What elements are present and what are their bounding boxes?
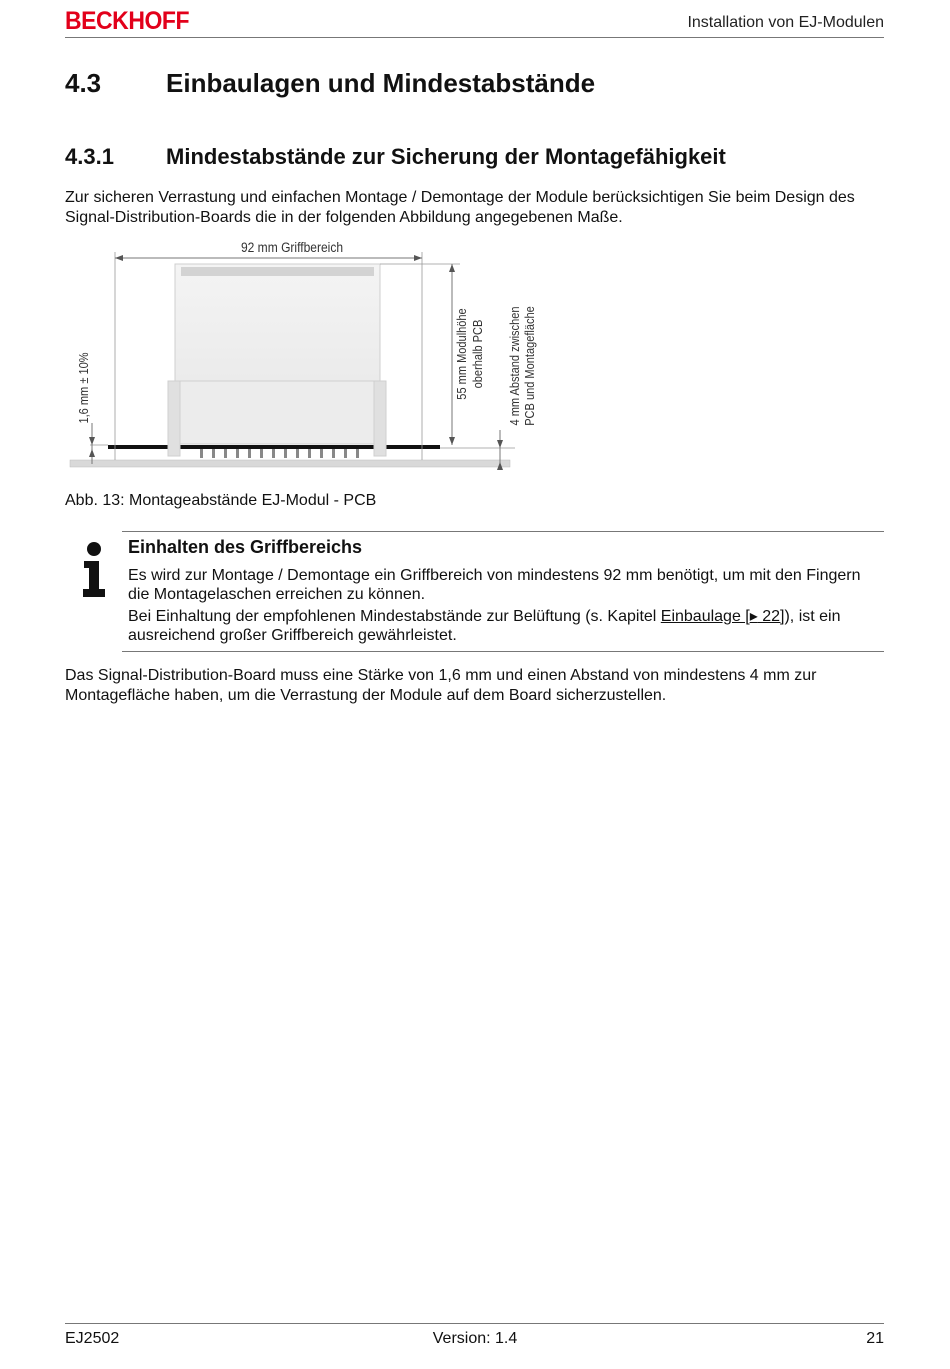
module-right-latch (374, 381, 386, 456)
pcb-gap-label-2: PCB und Montagefläche (522, 306, 538, 426)
chapter-link-label: Einbaulage [ (660, 608, 750, 625)
module-height-label-1: 55 mm Modulhöhe (454, 308, 470, 400)
note-text-1: Es wird zur Montage / Demontage ein Griffbereich von mindestens 92 mm benötigt, um mit den Fingern die Montagelaschen erreichen zu können. (128, 567, 861, 603)
module-height-label-2: oberhalb PCB (470, 319, 486, 389)
subsection-heading (65, 144, 726, 170)
subsection-title: Mindestabstände zur Sicherung der Montagefähigkeit (166, 144, 726, 169)
pcb-gap-label-1: 4 mm Abstand zwischen (507, 306, 523, 426)
beckhoff-logo: BECKHOFF (65, 7, 190, 35)
grip-range-label: 92 mm Griffbereich (240, 239, 344, 256)
figure-caption: Abb. 13: Montageabstände EJ-Modul - PCB (65, 492, 377, 509)
note-divider-bottom (122, 651, 884, 652)
header-title: Installation von EJ-Modulen (687, 14, 884, 31)
mounting-surface (70, 460, 510, 467)
chapter-link-einbaulage[interactable] (661, 608, 785, 625)
module-top-strip (181, 267, 374, 276)
note-title: Einhalten des Griffbereichs (128, 537, 363, 557)
intro-paragraph: Zur sicheren Verrastung und einfachen Montage / Demontage der Module berücksichtigen Sie beim Design des Signal-Distribution-Boards die in der folgenden Abbildung angegebenen Maße. (65, 189, 855, 226)
footer-product: EJ2502 (65, 1330, 120, 1347)
footer-divider (65, 1323, 884, 1324)
chapter-link-page: 22] (757, 608, 785, 625)
section-number: 4.3 (65, 68, 102, 98)
subsection-number: 4.3.1 (65, 144, 114, 169)
closing-paragraph: Das Signal-Distribution-Board muss eine Stärke von 1,6 mm und einen Abstand von mindestens 4 mm zur Montagefläche haben, um die Verrastung der Module auf dem Board sicherzustellen. (65, 667, 817, 704)
note-text-2 (128, 607, 878, 645)
mounting-distance-figure (60, 238, 550, 478)
note-text-2-end: ), ist ein ausreichend großer Griffbereich gewährleistet. (128, 608, 841, 644)
note-divider-top (122, 531, 884, 532)
section-title: Einbaulagen und Mindestabstände (166, 68, 596, 98)
module-lower-housing (168, 381, 386, 444)
footer-version: Version: 1.4 (432, 1330, 518, 1347)
pcb-thickness-label: 1,6 mm ± 10% (76, 352, 92, 424)
note-text-2-start: Bei Einhaltung der empfohlenen Mindestabstände zur Belüftung (s. Kapitel (128, 608, 661, 625)
info-icon (80, 541, 108, 601)
pcb-board (108, 445, 440, 449)
module-left-latch (168, 381, 180, 456)
section-heading (65, 68, 595, 99)
footer-page-number: 21 (866, 1330, 884, 1347)
link-arrow-icon: ▸ (749, 608, 758, 625)
header-divider (65, 37, 884, 38)
module-connector-pins (200, 449, 359, 458)
